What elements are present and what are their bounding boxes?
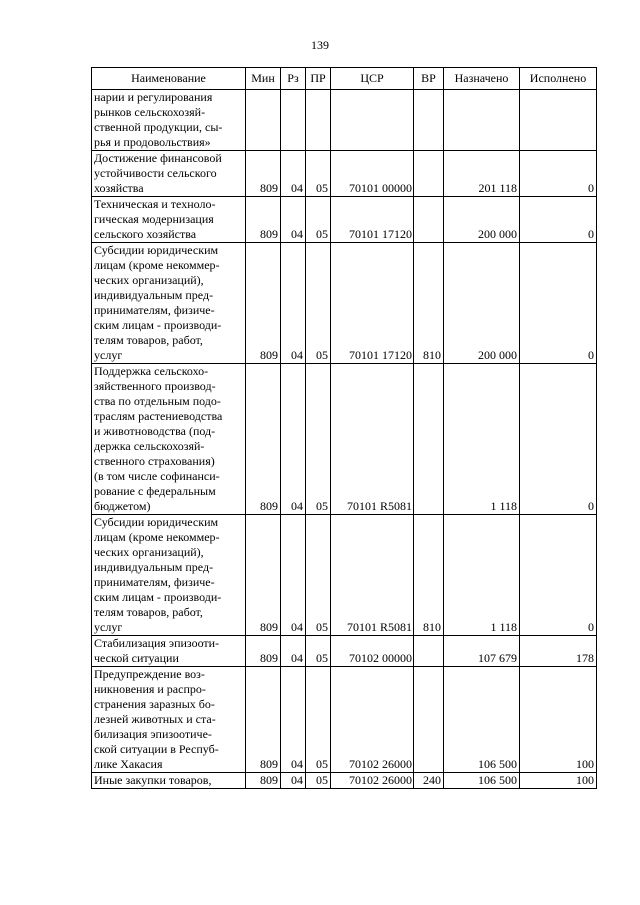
table-row <box>92 773 597 789</box>
header-pr: ПР <box>306 68 331 90</box>
row-csr: 70102 00000 <box>331 636 414 667</box>
budget-table <box>91 67 597 789</box>
row-vr <box>414 151 444 197</box>
header-csr: ЦСР <box>331 68 414 90</box>
row-assigned <box>444 90 520 151</box>
row-assigned: 200 000 <box>444 243 520 364</box>
row-name: Поддержка сельскохо- зяйственного производ- ства по отдельным подо- траслям растениеводства и животноводства (под- держка сельскохозяй- ственного страхования) (в том числе софинанси- рование с федеральным бюджетом) <box>92 364 246 515</box>
row-name: Достижение финансовой устойчивости сельского хозяйства <box>92 151 246 197</box>
table-row <box>92 90 597 151</box>
table-row <box>92 667 597 773</box>
row-executed: 0 <box>520 515 597 636</box>
row-executed: 100 <box>520 667 597 773</box>
page-number: 139 <box>311 38 329 52</box>
table-row <box>92 515 597 636</box>
row-csr: 70102 26000 <box>331 773 414 789</box>
row-pr: 05 <box>306 773 331 789</box>
row-vr: 810 <box>414 515 444 636</box>
row-rz: 04 <box>281 515 306 636</box>
row-csr: 70101 R5081 <box>331 515 414 636</box>
header-assigned: Назначено <box>444 68 520 90</box>
header-vr: ВР <box>414 68 444 90</box>
header-executed: Исполнено <box>520 68 597 90</box>
row-name: нарии и регулирования рынков сельскохозяй- ственной продукции, сы- рья и продовольствия» <box>92 90 246 151</box>
row-vr <box>414 90 444 151</box>
row-assigned: 201 118 <box>444 151 520 197</box>
row-rz: 04 <box>281 636 306 667</box>
row-executed <box>520 90 597 151</box>
row-csr: 70101 R5081 <box>331 364 414 515</box>
row-min: 809 <box>246 636 281 667</box>
row-executed: 0 <box>520 364 597 515</box>
row-csr: 70102 26000 <box>331 667 414 773</box>
row-assigned: 106 500 <box>444 773 520 789</box>
row-assigned: 107 679 <box>444 636 520 667</box>
row-min: 809 <box>246 151 281 197</box>
row-min: 809 <box>246 197 281 243</box>
row-name: Субсидии юридическим лицам (кроме некоммер- ческих организаций), индивидуальным пред- принимателям, физиче- ским лицам - производи- телям товаров, работ, услуг <box>92 515 246 636</box>
table-body <box>92 90 597 789</box>
table-row <box>92 636 597 667</box>
row-assigned: 1 118 <box>444 515 520 636</box>
row-assigned: 1 118 <box>444 364 520 515</box>
row-min: 809 <box>246 667 281 773</box>
row-executed: 0 <box>520 197 597 243</box>
row-min: 809 <box>246 773 281 789</box>
row-assigned: 200 000 <box>444 197 520 243</box>
row-executed: 100 <box>520 773 597 789</box>
row-name: Иные закупки товаров, <box>92 773 246 789</box>
row-rz <box>281 90 306 151</box>
row-csr <box>331 90 414 151</box>
row-executed: 0 <box>520 243 597 364</box>
table-row <box>92 197 597 243</box>
row-assigned: 106 500 <box>444 667 520 773</box>
table-row <box>92 364 597 515</box>
table-header-row <box>92 68 597 90</box>
table-row <box>92 243 597 364</box>
row-pr: 05 <box>306 667 331 773</box>
header-min: Мин <box>246 68 281 90</box>
row-rz: 04 <box>281 773 306 789</box>
row-pr: 05 <box>306 636 331 667</box>
row-csr: 70101 17120 <box>331 197 414 243</box>
row-pr: 05 <box>306 364 331 515</box>
row-vr <box>414 364 444 515</box>
row-rz: 04 <box>281 197 306 243</box>
row-vr <box>414 197 444 243</box>
row-vr: 810 <box>414 243 444 364</box>
row-executed: 178 <box>520 636 597 667</box>
row-pr <box>306 90 331 151</box>
row-vr <box>414 636 444 667</box>
header-rz: Рз <box>281 68 306 90</box>
row-rz: 04 <box>281 667 306 773</box>
row-rz: 04 <box>281 364 306 515</box>
header-name: Наименование <box>92 68 246 90</box>
row-csr: 70101 00000 <box>331 151 414 197</box>
row-name: Субсидии юридическим лицам (кроме некоммер- ческих организаций), индивидуальным пред- принимателям, физиче- ским лицам - производи- телям товаров, работ, услуг <box>92 243 246 364</box>
row-pr: 05 <box>306 515 331 636</box>
row-csr: 70101 17120 <box>331 243 414 364</box>
row-rz: 04 <box>281 151 306 197</box>
row-min: 809 <box>246 515 281 636</box>
row-executed: 0 <box>520 151 597 197</box>
table-row <box>92 151 597 197</box>
row-vr: 240 <box>414 773 444 789</box>
row-pr: 05 <box>306 151 331 197</box>
row-min: 809 <box>246 243 281 364</box>
row-name: Техническая и техноло- гическая модернизация сельского хозяйства <box>92 197 246 243</box>
row-pr: 05 <box>306 197 331 243</box>
row-vr <box>414 667 444 773</box>
row-rz: 04 <box>281 243 306 364</box>
row-min: 809 <box>246 364 281 515</box>
row-name: Предупреждение воз- никновения и распро- странения заразных бо- лезней животных и ста- билизация эпизоотиче- ской ситуации в Респуб- лике Хакасия <box>92 667 246 773</box>
row-min <box>246 90 281 151</box>
row-pr: 05 <box>306 243 331 364</box>
row-name: Стабилизация эпизооти- ческой ситуации <box>92 636 246 667</box>
